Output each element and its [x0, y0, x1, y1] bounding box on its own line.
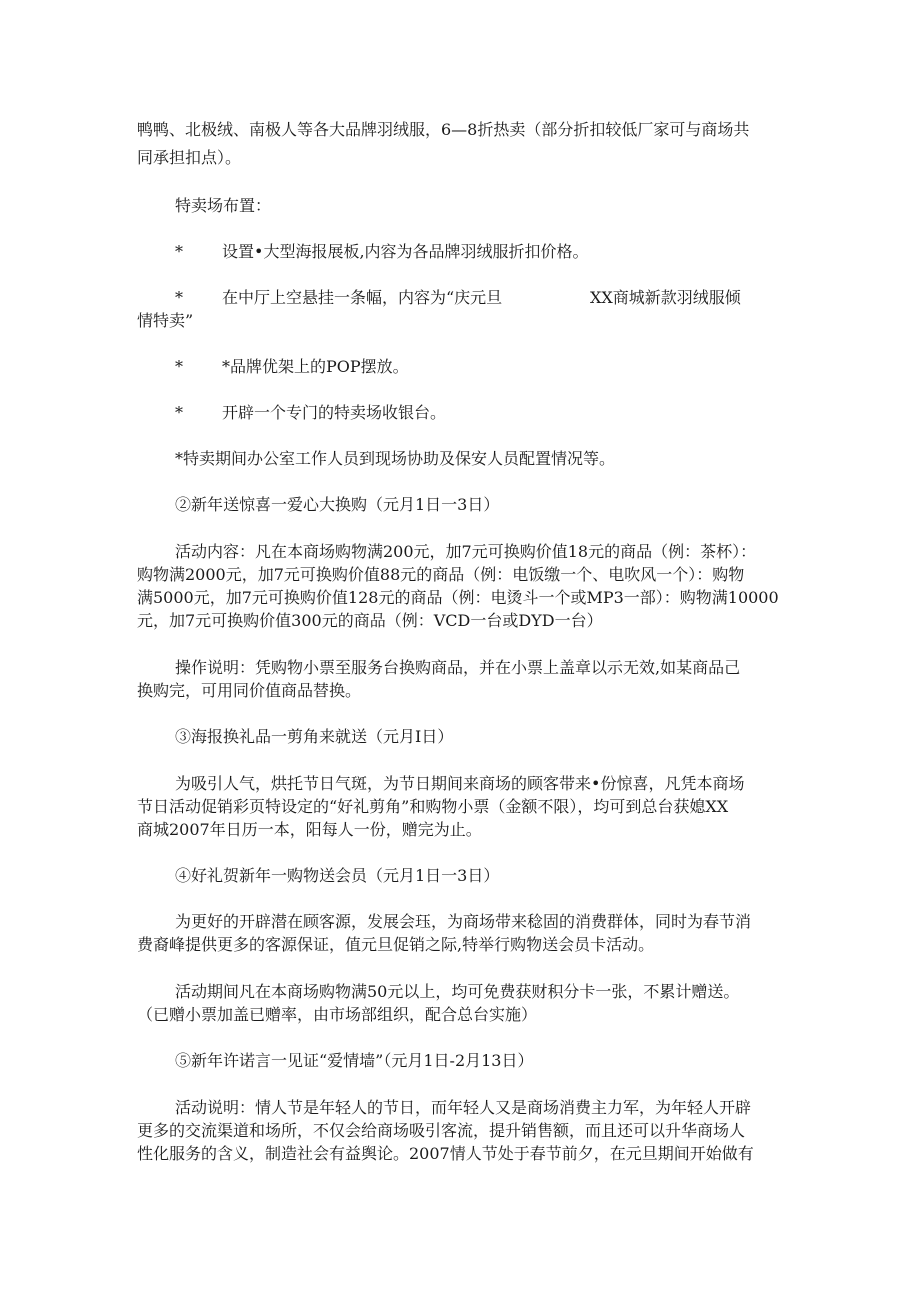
section-2-title: ②新年送惊喜一爱心大换购（元月1日一3日） [175, 495, 500, 514]
bullet-item-2: 在中厅上空悬挂一条幅，内容为“庆元旦 [222, 288, 503, 307]
layout-heading: 特卖场布置： [175, 196, 272, 215]
bullet-item-3: *品牌优架上的POP摆放。 [222, 357, 409, 376]
section-2-content-line-4: 元，加7元可换购价值300元的商品（例：VCD一台或DYD一台） [137, 611, 603, 630]
section-5-line-1: 活动说明：情人节是年轻人的节日，而年轻人又是商场消费主力军，为年轻人开辟 [175, 1098, 752, 1117]
section-2-content-line-3: 满5000元，加7元可换购价值128元的商品（例：电烫斗一个或MP3一部）：购物满10000 [137, 588, 779, 607]
section-4-line-1: 为更好的开辟潜在顾客源，发展会珏，为商场带来稔固的消费群体，同时为春节消 [175, 912, 752, 931]
bullet-item-1: 设置•大型海报展板,内容为各品牌羽绒服折扣价格。 [222, 242, 589, 261]
section-4-detail-line-2: （已赠小票加盖已赠率，由市场部组织，配合总台实施） [137, 1005, 538, 1024]
section-5-line-2: 更多的交流渠道和场所，不仅会给商场吸引客流，提升销售额，而且还可以升华商场人 [137, 1121, 746, 1140]
section-3-line-1: 为吸引人气，烘托节日气斑，为节日期间来商场的顾客带来•份惊喜，凡凭本商场 [175, 774, 745, 793]
intro-line-2: 同承担扣点）。 [137, 148, 242, 167]
bullet-marker: * [175, 403, 183, 422]
bullet-item-2-cont: 情特卖” [137, 311, 194, 330]
section-2-op-line-2: 换购完，可用同价值商品替换。 [137, 681, 362, 700]
section-3-line-3: 商城2007年日历一本，阳每人一份，赠完为止。 [137, 820, 482, 839]
section-2-content-line-2: 购物满2000元，加7元可换购价值88元的商品（例：电饭缴一个、电吹风一个）：购物 [137, 565, 745, 584]
section-3-title: ③海报换礼品一剪角来就送（元月I日） [175, 727, 454, 746]
section-4-title: ④好礼贺新年一购物送会员（元月1日一3日） [175, 866, 500, 885]
staff-note: *特卖期间办公室工作人员到现场协助及保安人员配置情况等。 [175, 449, 616, 468]
bullet-marker: * [175, 357, 183, 376]
section-4-line-2: 费裔峰提供更多的客源保证，值元旦促销之际,特举行购物送会员卡活动。 [137, 935, 655, 954]
section-2-op-line-1: 操作说明：凭购物小票至服务台换购商品，并在小票上盖章以示无效,如某商品己 [175, 658, 741, 677]
intro-line-1: 鸭鸭、北极绒、南极人等各大品牌羽绒服，6—8折热卖（部分折扣较低厂家可与商场共 [137, 120, 750, 139]
bullet-item-2-right: XX商城新款羽绒服倾 [590, 288, 741, 307]
section-3-line-2: 节日活动促销彩页特设定的“好礼剪角”和购物小票（金额不限），均可到总台获媳XX [137, 797, 729, 816]
section-2-content-line-1: 活动内容：凡在本商场购物满200元，加7元可换购价值18元的商品（例：茶杯）： [175, 542, 757, 561]
section-5-line-3: 性化服务的含义，制造社会有益舆论。2007情人节处于春节前夕，在元旦期间开始做有 [137, 1144, 754, 1163]
bullet-item-4: 开辟一个专门的特卖场收银台。 [222, 403, 447, 422]
bullet-marker: * [175, 242, 183, 261]
bullet-marker: * [175, 288, 183, 307]
section-4-detail-line-1: 活动期间凡在本商场购物满50元以上，均可免费获财积分卡一张，不累计赠送。 [175, 982, 740, 1001]
section-5-title: ⑤新年许诺言一见证“爱情墙”（元月1日-2月13日） [175, 1051, 534, 1070]
